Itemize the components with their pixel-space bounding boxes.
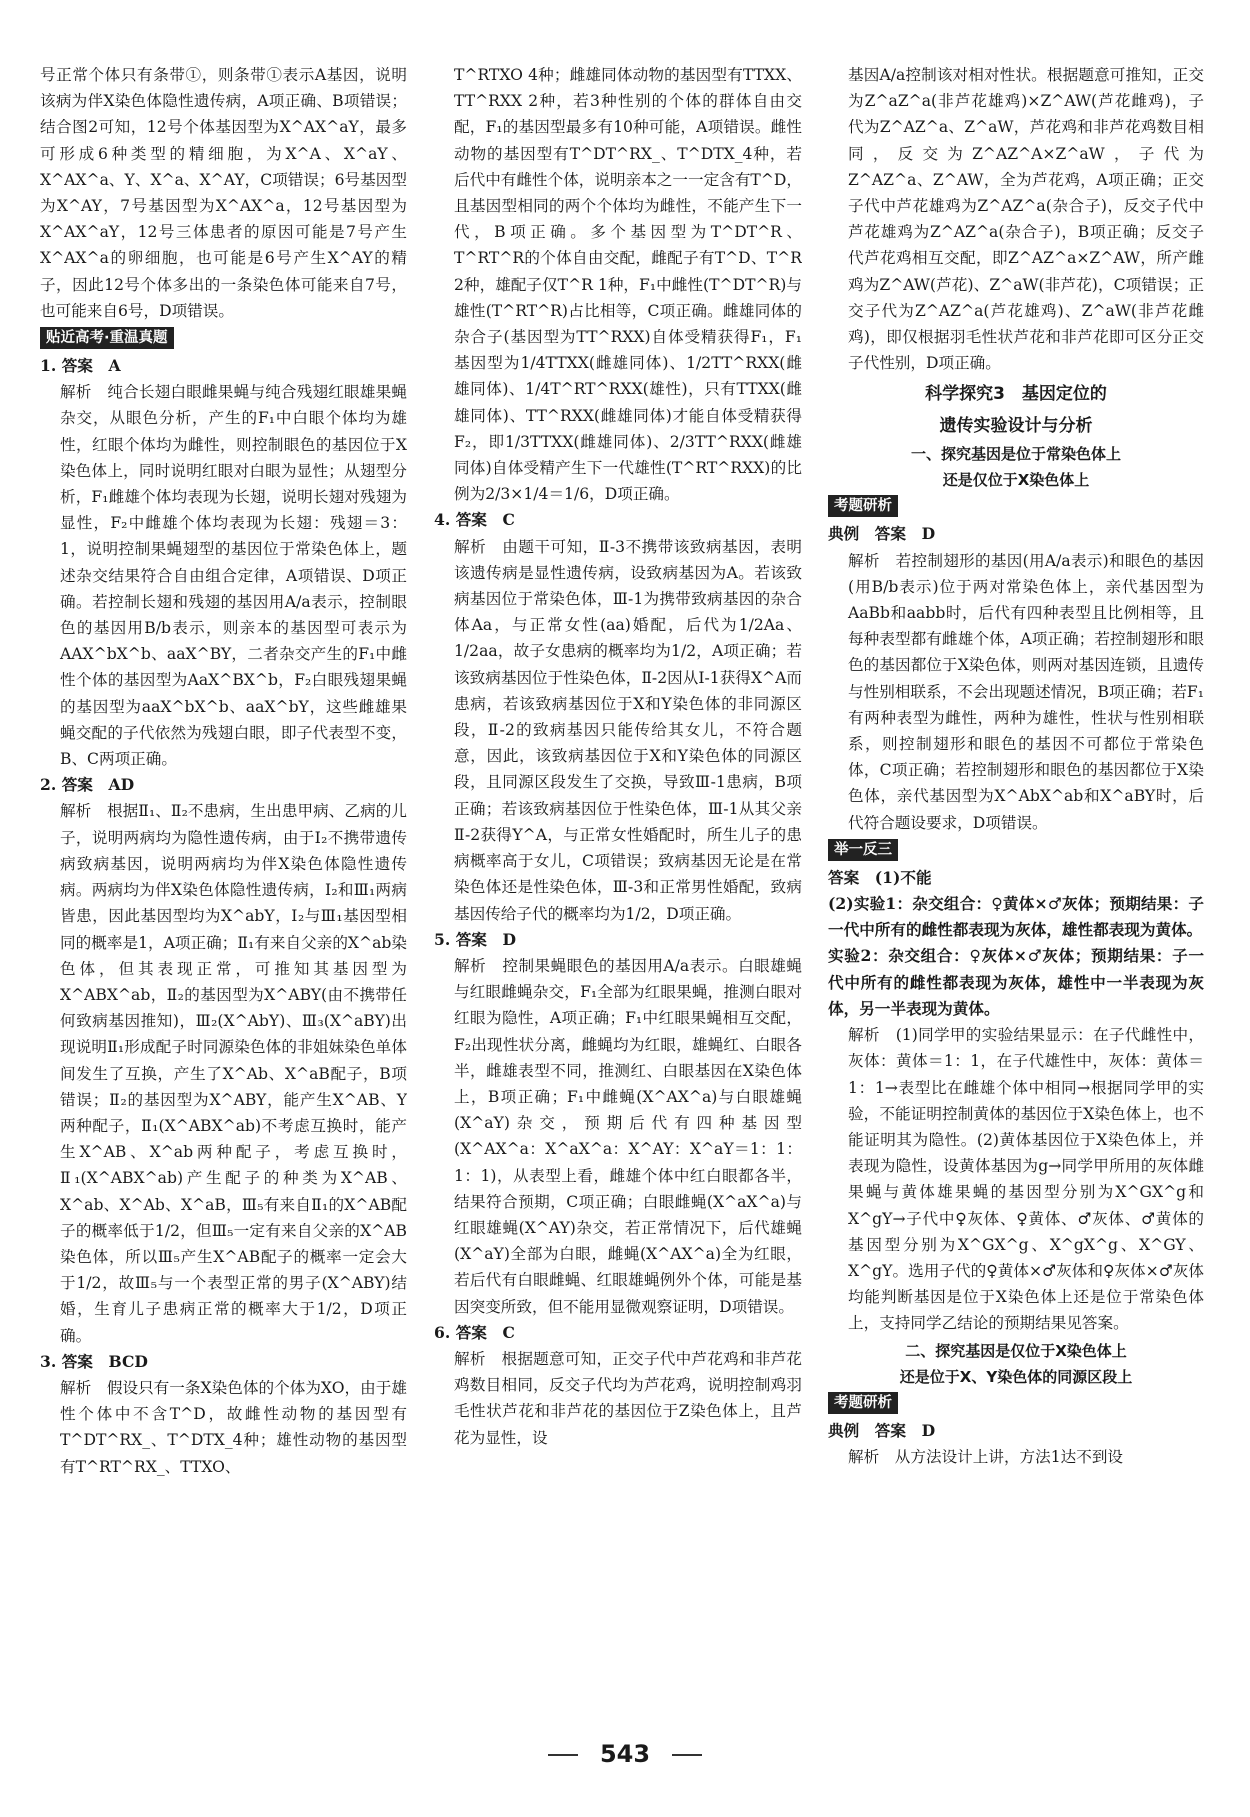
tag-kaoti-yanxi-2: 考题研析 (828, 1392, 898, 1414)
answer-4-explanation: 解析 由题干可知，Ⅱ-3不携带该致病基因，表明该遗传病是显性遗传病，设致病基因为A。若该致病基因位于常染色体，Ⅲ-1为携带致病基因的杂合体Aa，与正常女性(aa)婚配，后代为1/2Aa、1/2aa，故子女患病的概率均为1/2，A项正确；若该致病基因位于性染色体，Ⅱ-2因从Ⅰ-1获得X^A而患病，若该致病基因位于X和Y染色体的非同源区段，Ⅱ-2的致病基因只能传给其女儿，不符合题意，因此，该致病基因位于X和Y染色体的同源区段，且同源区段发生了交换，导致Ⅲ-1患病，B项正确；若该致病基因位于性染色体，Ⅲ-1从其父亲Ⅱ-2获得Y^A，与正常女性婚配时，所生儿子的患病概率高于女儿，C项错误；致病基因无论是在常染色体还是性染色体，Ⅲ-3和正常男性婚配，致病基因传给子代的概率均为1/2，D项正确。 (454, 537, 802, 923)
example-1-head: 典例 答案 D (828, 524, 936, 544)
page-footer (0, 1740, 1250, 1768)
tag-kaoti-yanxi-1: 考题研析 (828, 495, 898, 517)
footer-dash-left (548, 1754, 578, 1756)
followup-answer-head: 答案 (1)不能 (828, 867, 932, 887)
answer-5-explanation: 解析 控制果蝇眼色的基因用A/a表示。白眼雄蝇与红眼雌蝇杂交，F₁全部为红眼果蝇，推测白眼对红眼为隐性，A项正确；F₁中红眼果蝇相互交配，F₂出现性状分离，雌蝇均为红眼，雄蝇红、白眼各半，雌雄表型不同，推测红、白眼基因在X染色体上，B项正确；F₁中雌蝇(X^AX^a)与白眼雄蝇(X^aY)杂交，预期后代有四种基因型(X^AX^a：X^aX^a：X^AY：X^aY＝1：1：1：1)，从表型上看，雌雄个体中红白眼都各半，结果符合预期，C项正确；白眼雌蝇(X^aX^a)与红眼雄蝇(X^AY)杂交，若正常情况下，后代雄蝇(X^aY)全部为白眼，雌蝇(X^AX^a)全为红眼，若后代有白眼雌蝇、红眼雄蝇例外个体，可能是基因突变所致，但不能用显微观察证明，D项错误。 (454, 956, 802, 1316)
answer-6-explanation-cont: 基因A/a控制该对相对性状。根据题意可推知，正交为Z^aZ^a(非芦花雄鸡)×Z^AW(芦花雌鸡)，子代为Z^AZ^a、Z^aW，芦花鸡和非芦花鸡数目相同，反交为Z^AZ^A×Z^aW，子代为Z^AZ^a、Z^AW，全为芦花鸡，A项正确；正交子代中芦花雄鸡为Z^AZ^a(杂合子)，反交子代中芦花雄鸡为Z^AZ^a(杂合子)，B项正确；反交子代芦花鸡相互交配，即Z^AZ^a×Z^AW，所产雌鸡为Z^AW(芦花)、Z^aW(非芦花)，C项错误；正交子代为Z^AZ^a(芦花雄鸡)、Z^aW(非芦花雌鸡)，即仅根据羽毛性状芦花和非芦花即可区分正交子代性别，D项正确。 (848, 66, 1204, 373)
answer-2-head: 2. 答案 AD (40, 775, 135, 795)
followup-experiment-2: 实验2：杂交组合：♀灰体×♂灰体；预期结果：子一代中所有的雌性都表现为灰体，雄性中一半表现为灰体，另一半表现为黄体。 (828, 946, 1204, 1018)
section-title-line1: 科学探究3 基因定位的 (925, 384, 1107, 405)
example-1-explanation: 解析 若控制翅形的基因(用A/a表示)和眼色的基因(用B/b表示)位于两对常染色体上，亲代基因型为AaBb和aabb时，后代有四种表型且比例相等，且每种表型都有雌雄个体，A项正确；若控制翅形和眼色的基因都位于X染色体，则两对基因连锁，且遗传与性别相联系，不会出现题述情况，B项正确；若F₁有两种表型为雌性，两种为雄性，性状与性别相联系，则控制翅形和眼色的基因不可都位于常染色体，C项正确；若控制翅形和眼色的基因都位于X染色体，亲代基因型为X^AbX^ab和X^aBY时，后代符合题设要求，D项错误。 (848, 551, 1204, 832)
column-left (40, 62, 407, 1622)
subsection-2-line2: 还是位于X、Y染色体的同源区段上 (899, 1367, 1133, 1386)
subsection-1-line1: 一、探究基因是位于常染色体上 (910, 445, 1121, 464)
answer-6-head: 6. 答案 C (434, 1322, 515, 1342)
example-2-explanation: 解析 从方法设计上讲，方法1达不到设 (848, 1447, 1124, 1466)
answer-1-head: 1. 答案 A (40, 356, 121, 376)
subsection-1-line2: 还是仅位于X染色体上 (942, 471, 1090, 490)
answer-4-head: 4. 答案 C (434, 510, 515, 530)
column-right (828, 62, 1204, 1622)
example-2-head: 典例 答案 D (828, 1420, 936, 1440)
answer-5-head: 5. 答案 D (434, 929, 517, 949)
answer-6-explanation: 解析 根据题意可知，正交子代中芦花鸡和非芦花鸡数目相同，反交子代均为芦花鸡，说明控制鸡羽毛性状芦花和非芦花的基因位于Z染色体上，且芦花为显性，设 (454, 1349, 802, 1447)
page-number: 543 (599, 1740, 651, 1768)
answer-2-explanation: 解析 根据Ⅱ₁、Ⅱ₂不患病，生出患甲病、乙病的儿子，说明两病均为隐性遗传病，由于Ⅰ₂不携带遗传病致病基因，说明两病均为伴X染色体隐性遗传病。两病均为伴X染色体隐性遗传病，Ⅰ₂和Ⅲ₁两病皆患，因此基因型均为X^abY，Ⅰ₂与Ⅲ₁基因型相同的概率是1，A项正确；Ⅱ₁有来自父亲的X^ab染色体，但其表现正常，可推知其基因型为X^ABX^ab，Ⅱ₂的基因型为X^ABY(由不携带任何致病基因推知)，Ⅲ₂(X^AbY)、Ⅲ₃(X^aBY)出现说明Ⅱ₁形成配子时同源染色体的非姐妹染色单体间发生了互换，产生了X^Ab、X^aB配子，B项错误；Ⅱ₂的基因型为X^ABY，能产生X^AB、Y两种配子，Ⅱ₁(X^ABX^ab)不考虑互换时，能产生X^AB、X^ab两种配子，考虑互换时，Ⅱ₁(X^ABX^ab)产生配子的种类为X^AB、X^ab、X^Ab、X^aB，Ⅲ₅有来自Ⅱ₁的X^AB配子的概率低于1/2，但Ⅲ₅一定有来自父亲的X^AB染色体，所以Ⅲ₅产生X^AB配子的概率一定会大于1/2，故Ⅲ₅与一个表型正常的男子(X^ABY)结婚，生育儿子患病正常的概率大于1/2，D项正确。 (60, 802, 407, 1345)
followup-experiment-1: (2)实验1：杂交组合：♀黄体×♂灰体；预期结果：子一代中所有的雌性都表现为灰体，雄性都表现为黄体。 (828, 894, 1204, 940)
subsection-2-line1: 二、探究基因是仅位于X染色体上 (905, 1341, 1127, 1360)
tag-juyi-fansan: 举一反三 (828, 839, 898, 861)
followup-explanation: 解析 (1)同学甲的实验结果显示：在子代雌性中，灰体：黄体＝1：1，在子代雄性中，灰体：黄体＝1：1→表型比在雌雄个体中相同→根据同学甲的实验，不能证明控制黄体的基因位于X染色体上，也不能证明其为隐性。(2)黄体基因位于X染色体上，并表现为隐性，设黄体基因为g→同学甲所用的灰体雌果蝇与黄体雄果蝇的基因型分别为X^GX^g和X^gY→子代中♀灰体、♀黄体、♂灰体、♂黄体的基因型分别为X^GX^g、X^gX^g、X^GY、X^gY。选用子代的♀黄体×♂灰体和♀灰体×♂灰体均能判断基因是位于X染色体上还是位于常染色体上，支持同学乙结论的预期结果见答案。 (848, 1026, 1204, 1333)
answer-1-explanation: 解析 纯合长翅白眼雌果蝇与纯合残翅红眼雄果蝇杂交，从眼色分析，产生的F₁中白眼个体均为雄性，红眼个体均为雌性，则控制眼色的基因位于X染色体上，同时说明红眼对白眼为显性；从翅型分析，F₁雌雄个体均表现为长翅，说明长翅对残翅为显性，F₂中雌雄个体均表现为长翅：残翅＝3：1，说明控制果蝇翅型的基因位于常染色体上，题述杂交结果符合自由组合定律，A项错误、D项正确。若控制长翅和残翅的基因用A/a表示，控制眼色的基因用B/b表示，则亲本的基因型可表示为AAX^bX^b、aaX^BY，二者杂交产生的F₁中雌性个体的基因型为AaX^BX^b，F₂白眼残翅果蝇的基因型为aaX^bX^b、aaX^bY，这些雌雄果蝇交配的子代依然为残翅白眼，即子代表型不变，B、C两项正确。 (60, 383, 407, 769)
answer-3-explanation-cont: T^RTXO 4种；雌雄同体动物的基因型有TTXX、TT^RXX 2种，若3种性别的个体的群体自由交配，F₁的基因型最多有10种可能，A项错误。雌性动物的基因型有T^DT^RX_、T^DTX_4种，若后代中有雌性个体，说明亲本之一一定含有T^D，且基因型相同的两个个体均为雌性，不能产生下一代，B项正确。多个基因型为T^DT^R、T^RT^R的个体自由交配，雌配子有T^D、T^R 2种，雄配子仅T^R 1种，F₁中雌性(T^DT^R)与雄性(T^RT^R)占比相等，C项正确。雌雄同体的杂合子(基因型为TT^RXX)自体受精获得F₁，F₁基因型为1/4TTXX(雌雄同体)、1/2TT^RXX(雌雄同体)、1/4T^RT^RXX(雄性)，只有TTXX(雌雄同体)、TT^RXX(雌雄同体)才能自体受精获得F₂，即1/3TTXX(雌雄同体)、2/3TT^RXX(雌雄同体)自体受精产生下一代雄性(T^RT^RXX)的比例为2/3×1/4＝1/6，D项正确。 (454, 66, 802, 504)
column-middle (434, 62, 802, 1622)
answer-3-explanation: 解析 假设只有一条X染色体的个体为XO，由于雄性个体中不含T^D，故雌性动物的基因型有T^DT^RX_、T^DTX_4种；雄性动物的基因型有T^RT^RX_、TTXO、 (60, 1378, 407, 1476)
section-tag-gaokao: 贴近高考·重温真题 (40, 327, 174, 349)
answer-3-head: 3. 答案 BCD (40, 1351, 148, 1371)
footer-dash-right (672, 1754, 702, 1756)
section-title-line2: 遗传实验设计与分析 (939, 416, 1093, 437)
continued-explanation: 号正常个体只有条带①，则条带①表示A基因，说明该病为伴X染色体隐性遗传病，A项正确、B项错误；结合图2可知，12号个体基因型为X^AX^aY，最多可形成6种类型的精细胞，为X^A、X^aY、X^AX^a、Y、X^a、X^AY，C项错误；6号基因型为X^AY，7号基因型为X^AX^a，12号基因型为X^AX^aY，12号三体患者的原因可能是7号产生X^AX^a的卵细胞，也可能是6号产生X^AY的精子，因此12号个体多出的一条染色体可能来自7号，也可能来自6号，D项错误。 (40, 66, 407, 320)
